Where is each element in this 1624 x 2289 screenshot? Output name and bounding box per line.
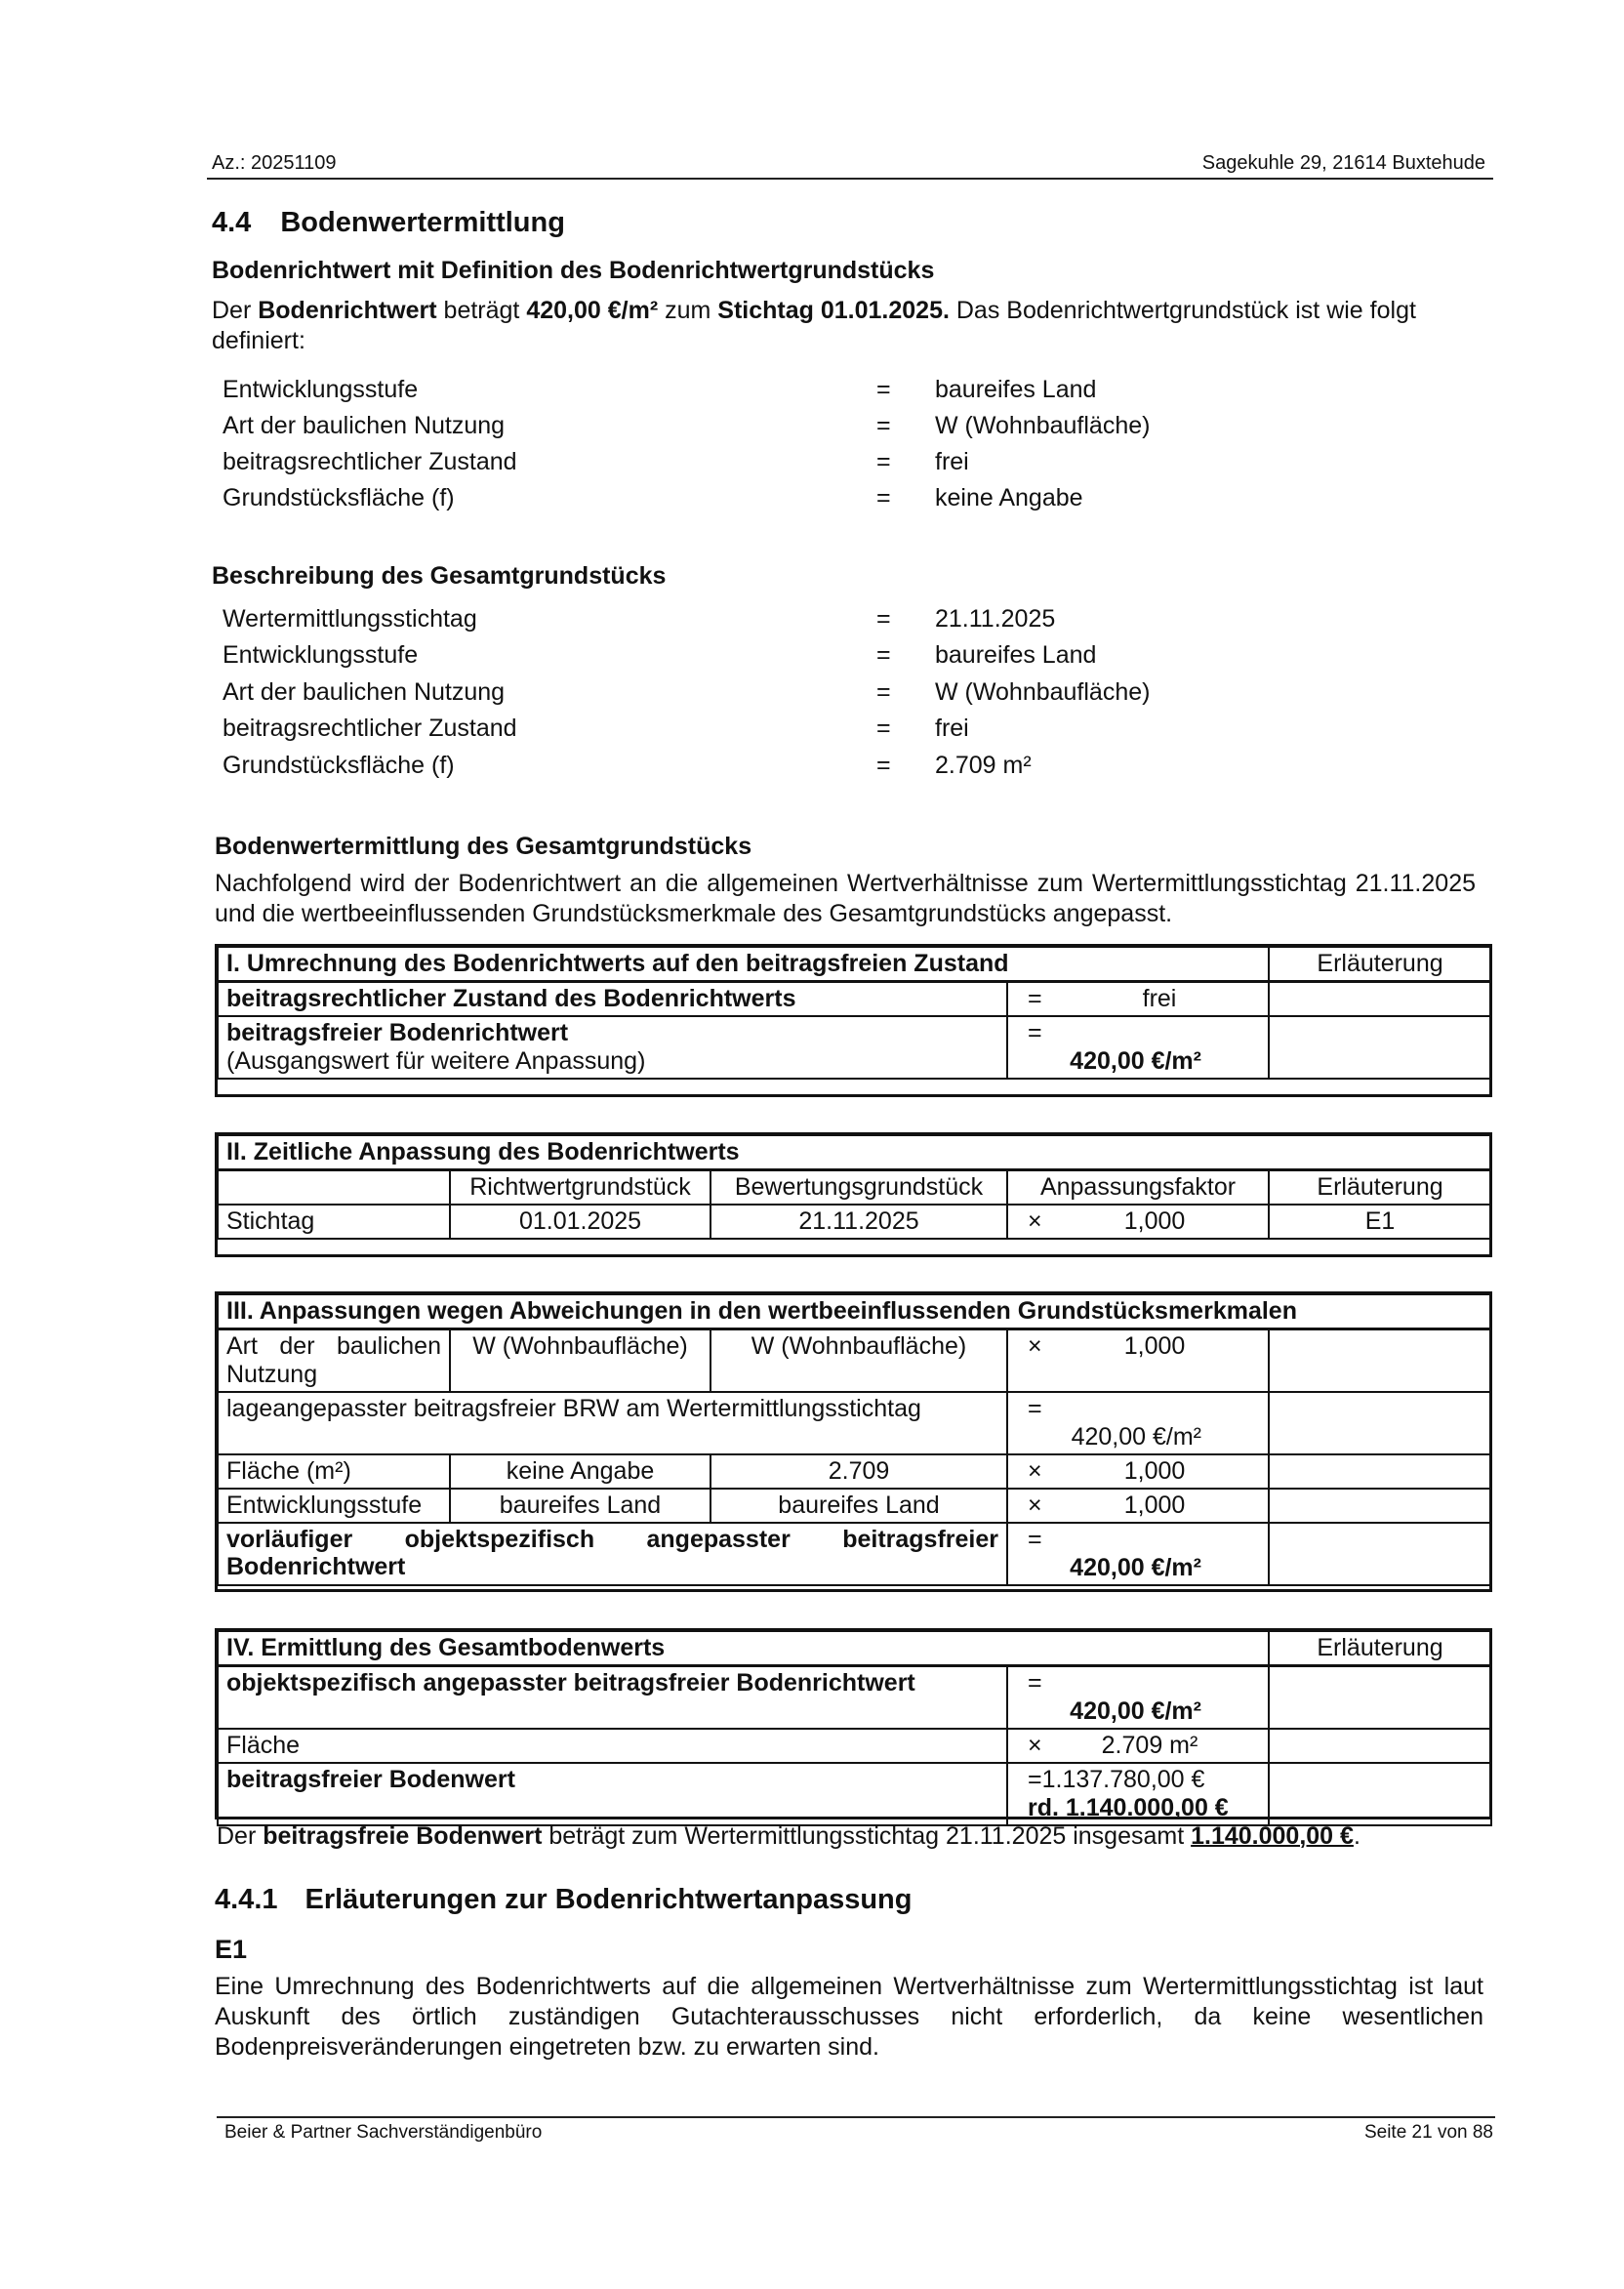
column-header: Erläuterung [1269, 947, 1491, 982]
subsection-title [215, 1884, 912, 1916]
table-row: beitragsfreier Bodenwert =1.137.780,00 € rd. 1.140.000,00 € [218, 1763, 1491, 1825]
rounded-value: rd. 1.140.000,00 € [1028, 1794, 1229, 1821]
brw-def-paragraph: Der Bodenrichtwert beträgt 420,00 €/m² zum Stichtag 01.01.2025. Das Bodenrichtwertgrundstück ist wie folgt definiert: [212, 297, 1416, 354]
summary-sentence: Der beitragsfreie Bodenwert beträgt zum Wertermittlungsstichtag 21.11.2025 insgesamt 1.140.000,00 €. [217, 1822, 1360, 1850]
section-number: 4.4 [212, 207, 252, 238]
table-title: I. Umrechnung des Bodenrichtwerts auf den beitragsfreien Zustand [218, 947, 1269, 982]
column-header: Erläuterung [1269, 1631, 1491, 1666]
document-page: Az.: 20251109 Sagekuhle 29, 21614 Buxtehude 4.4 Bodenwertermittlung Bodenrichtwert mit Definition des Bodenrichtwertgrundstücks Der Bodenrichtwert beträgt 420,00 €/m² zum Stichtag 01.01.2025. Das Bodenrichtwertgrundstück ist wie folgt definiert: Entwicklungsstufe = baureifes Land Art der baulichen Nutzung = W (Wohnbaufläche) beitragsrechtlicher Zustand = frei Grundstücksfläche (f) = keine Angabe Beschreibung des Gesamtgrundstücks Wertermittlungsstichtag = 21.11.2025 Entwicklungsstufe = baureifes Land Art der baulichen Nutzung = W (Wohnbaufläche) beitragsrechtlicher Zustand = frei Grundstücksfläche (f) = 2.709 m² Bodenwertermittlung des Gesamtgrundstücks Nachfolgend wird der Bodenrichtwert an die allgemeinen Wertverhältnisse zum Wertermittlungsstichtag 21.11.2025 und die wertbeeinflussenden Grundstücksmerkmale des Gesamtgrundstücks angepasst. I. Umrechnung des Bodenrichtwerts auf den beitragsfreien Zustand Erläuterung beitragsrechtlicher Zustand des Bodenrichtwerts = frei beitragsfreier Bodenrichtwert (Ausgangswert für weitere Anpassung) =420,00 €/m² II. Zeitliche Anpassung des Bodenrichtwerts Richtwertgrundstück Bewertungsgrundstück Anpassungsfaktor Erläuterung Stichtag 01.01.2025 21.11.2025 × 1,000 E1 III. Anpassungen wegen Abweichungen in den wertbeeinflussenden Grundstücksmerkmalen Art der baulichen Nutzung W (Wohnbaufläche) W (Wohnbaufläche) × 1,000 lageangepasster beitragsfreier BRW am Wertermittlungsstichtag =420,00 €/m² Fläche (m²) keine Angabe 2.709 × 1,000 Entwicklungsstufe baureifes Land baureifes Land × 1,000 vorläufiger objektspezifisch angepasster beitragsfreier Bodenrichtwert =420,00 €/m² IV. Ermittlung des Gesamtbodenwerts Erläuterung objektspezifisch angepasster beitragsfreier Bodenrichtwert =420,00 €/m² Fläche × 2.709 m² beitragsfreier Bodenwert =1.137.780,00 € rd. 1.140.000,00 € Der beitragsfreie Bodenwert beträgt zum Wertermittlungsstichtag 21.11.2025 insgesamt 1.140.000,00 €. 4.4.1 Erläuterungen zur Bodenrichtwertanpassung E1 Eine Umrechnung des Bodenrichtwerts auf die allgemeinen Wertverhältnisse zum Wertermittlungsstichtag ist laut Auskunft des örtlich zuständigen Gutachterausschusses nicht erforderlich, da keine wesentlichen Bodenpreisveränderungen eingetreten bzw. zu erwarten sind. Beier & Partner Sachverständigenbüro Seite 21 von 88 [0, 0, 1624, 2289]
table-row: Art der baulichen Nutzung W (Wohnbaufläche) W (Wohnbaufläche) × 1,000 [218, 1329, 1491, 1393]
e1-text: Eine Umrechnung des Bodenrichtwerts auf die allgemeinen Wertverhältnisse zum Wertermittlungsstichtag ist laut Auskunft des örtlich zuständigen Gutachterausschusses nicht erforderlich, da keine wesentlichen Bodenpreisveränderungen eingetreten bzw. zu erwarten sind. [215, 1973, 1483, 2061]
column-header: Richtwertgrundstück [450, 1170, 710, 1206]
table-gesamtbodenwert [217, 1630, 1492, 1826]
section-title [212, 207, 565, 239]
table-row: lageangepasster beitragsfreier BRW am Wertermittlungsstichtag =420,00 €/m² [218, 1392, 1491, 1454]
table-zeitlich [217, 1134, 1492, 1240]
footer-rule [217, 2116, 1495, 2118]
table-row [218, 1631, 1491, 1666]
column-header: Bewertungsgrundstück [710, 1170, 1007, 1206]
table-row: Stichtag 01.01.2025 21.11.2025 × 1,000 E1 [218, 1205, 1491, 1239]
header-rule [207, 178, 1493, 180]
table-title: III. Anpassungen wegen Abweichungen in den wertbeeinflussenden Grundstücksmerkmalen [218, 1294, 1491, 1329]
table-row: vorläufiger objektspezifisch angepasster beitragsfreier Bodenrichtwert =420,00 €/m² [218, 1523, 1491, 1585]
table-title: IV. Ermittlung des Gesamtbodenwerts [218, 1631, 1269, 1666]
footer-company: Beier & Partner Sachverständigenbüro [224, 2122, 543, 2143]
column-header: Anpassungsfaktor [1007, 1170, 1269, 1206]
table-row: Fläche (m²) keine Angabe 2.709 × 1,000 [218, 1454, 1491, 1489]
gesamt-heading: Beschreibung des Gesamtgrundstücks [212, 562, 667, 590]
bwe-text: Nachfolgend wird der Bodenrichtwert an die allgemeinen Wertverhältnisse zum Wertermittlungsstichtag 21.11.2025 und die wertbeeinflussenden Grundstücksmerkmale des Gesamtgrundstücks angepasst. [215, 870, 1476, 927]
bwe-heading: Bodenwertermittlung des Gesamtgrundstücks [215, 833, 752, 860]
table-row [218, 947, 1491, 982]
brw-def-heading: Bodenrichtwert mit Definition des Bodenrichtwertgrundstücks [212, 257, 935, 284]
header-az: Az.: 20251109 [212, 152, 337, 174]
table-row: Fläche × 2.709 m² [218, 1729, 1491, 1763]
table-row: beitragsrechtlicher Zustand des Bodenrichtwerts = frei [218, 982, 1491, 1017]
table-row [218, 1135, 1491, 1170]
subsection-number: 4.4.1 [215, 1884, 278, 1915]
table-row: objektspezifisch angepasster beitragsfreier Bodenrichtwert =420,00 €/m² [218, 1666, 1491, 1730]
table-row [218, 1294, 1491, 1329]
table-umrechnung [217, 946, 1492, 1080]
header-address: Sagekuhle 29, 21614 Buxtehude [1201, 152, 1485, 174]
table-abweichungen [217, 1293, 1492, 1586]
subsection-title-text: Erläuterungen zur Bodenrichtwertanpassung [304, 1884, 913, 1915]
table-row: Entwicklungsstufe baureifes Land baureifes Land × 1,000 [218, 1489, 1491, 1523]
table-title: II. Zeitliche Anpassung des Bodenrichtwerts [218, 1135, 1491, 1170]
table-row [218, 1170, 1491, 1206]
footer-page-number: Seite 21 von 88 [1363, 2122, 1493, 2143]
section-title-text: Bodenwertermittlung [280, 207, 565, 238]
table-row: beitragsfreier Bodenrichtwert (Ausgangswert für weitere Anpassung) =420,00 €/m² [218, 1016, 1491, 1079]
column-header: Erläuterung [1269, 1170, 1491, 1206]
e1-label: E1 [215, 1935, 248, 1964]
